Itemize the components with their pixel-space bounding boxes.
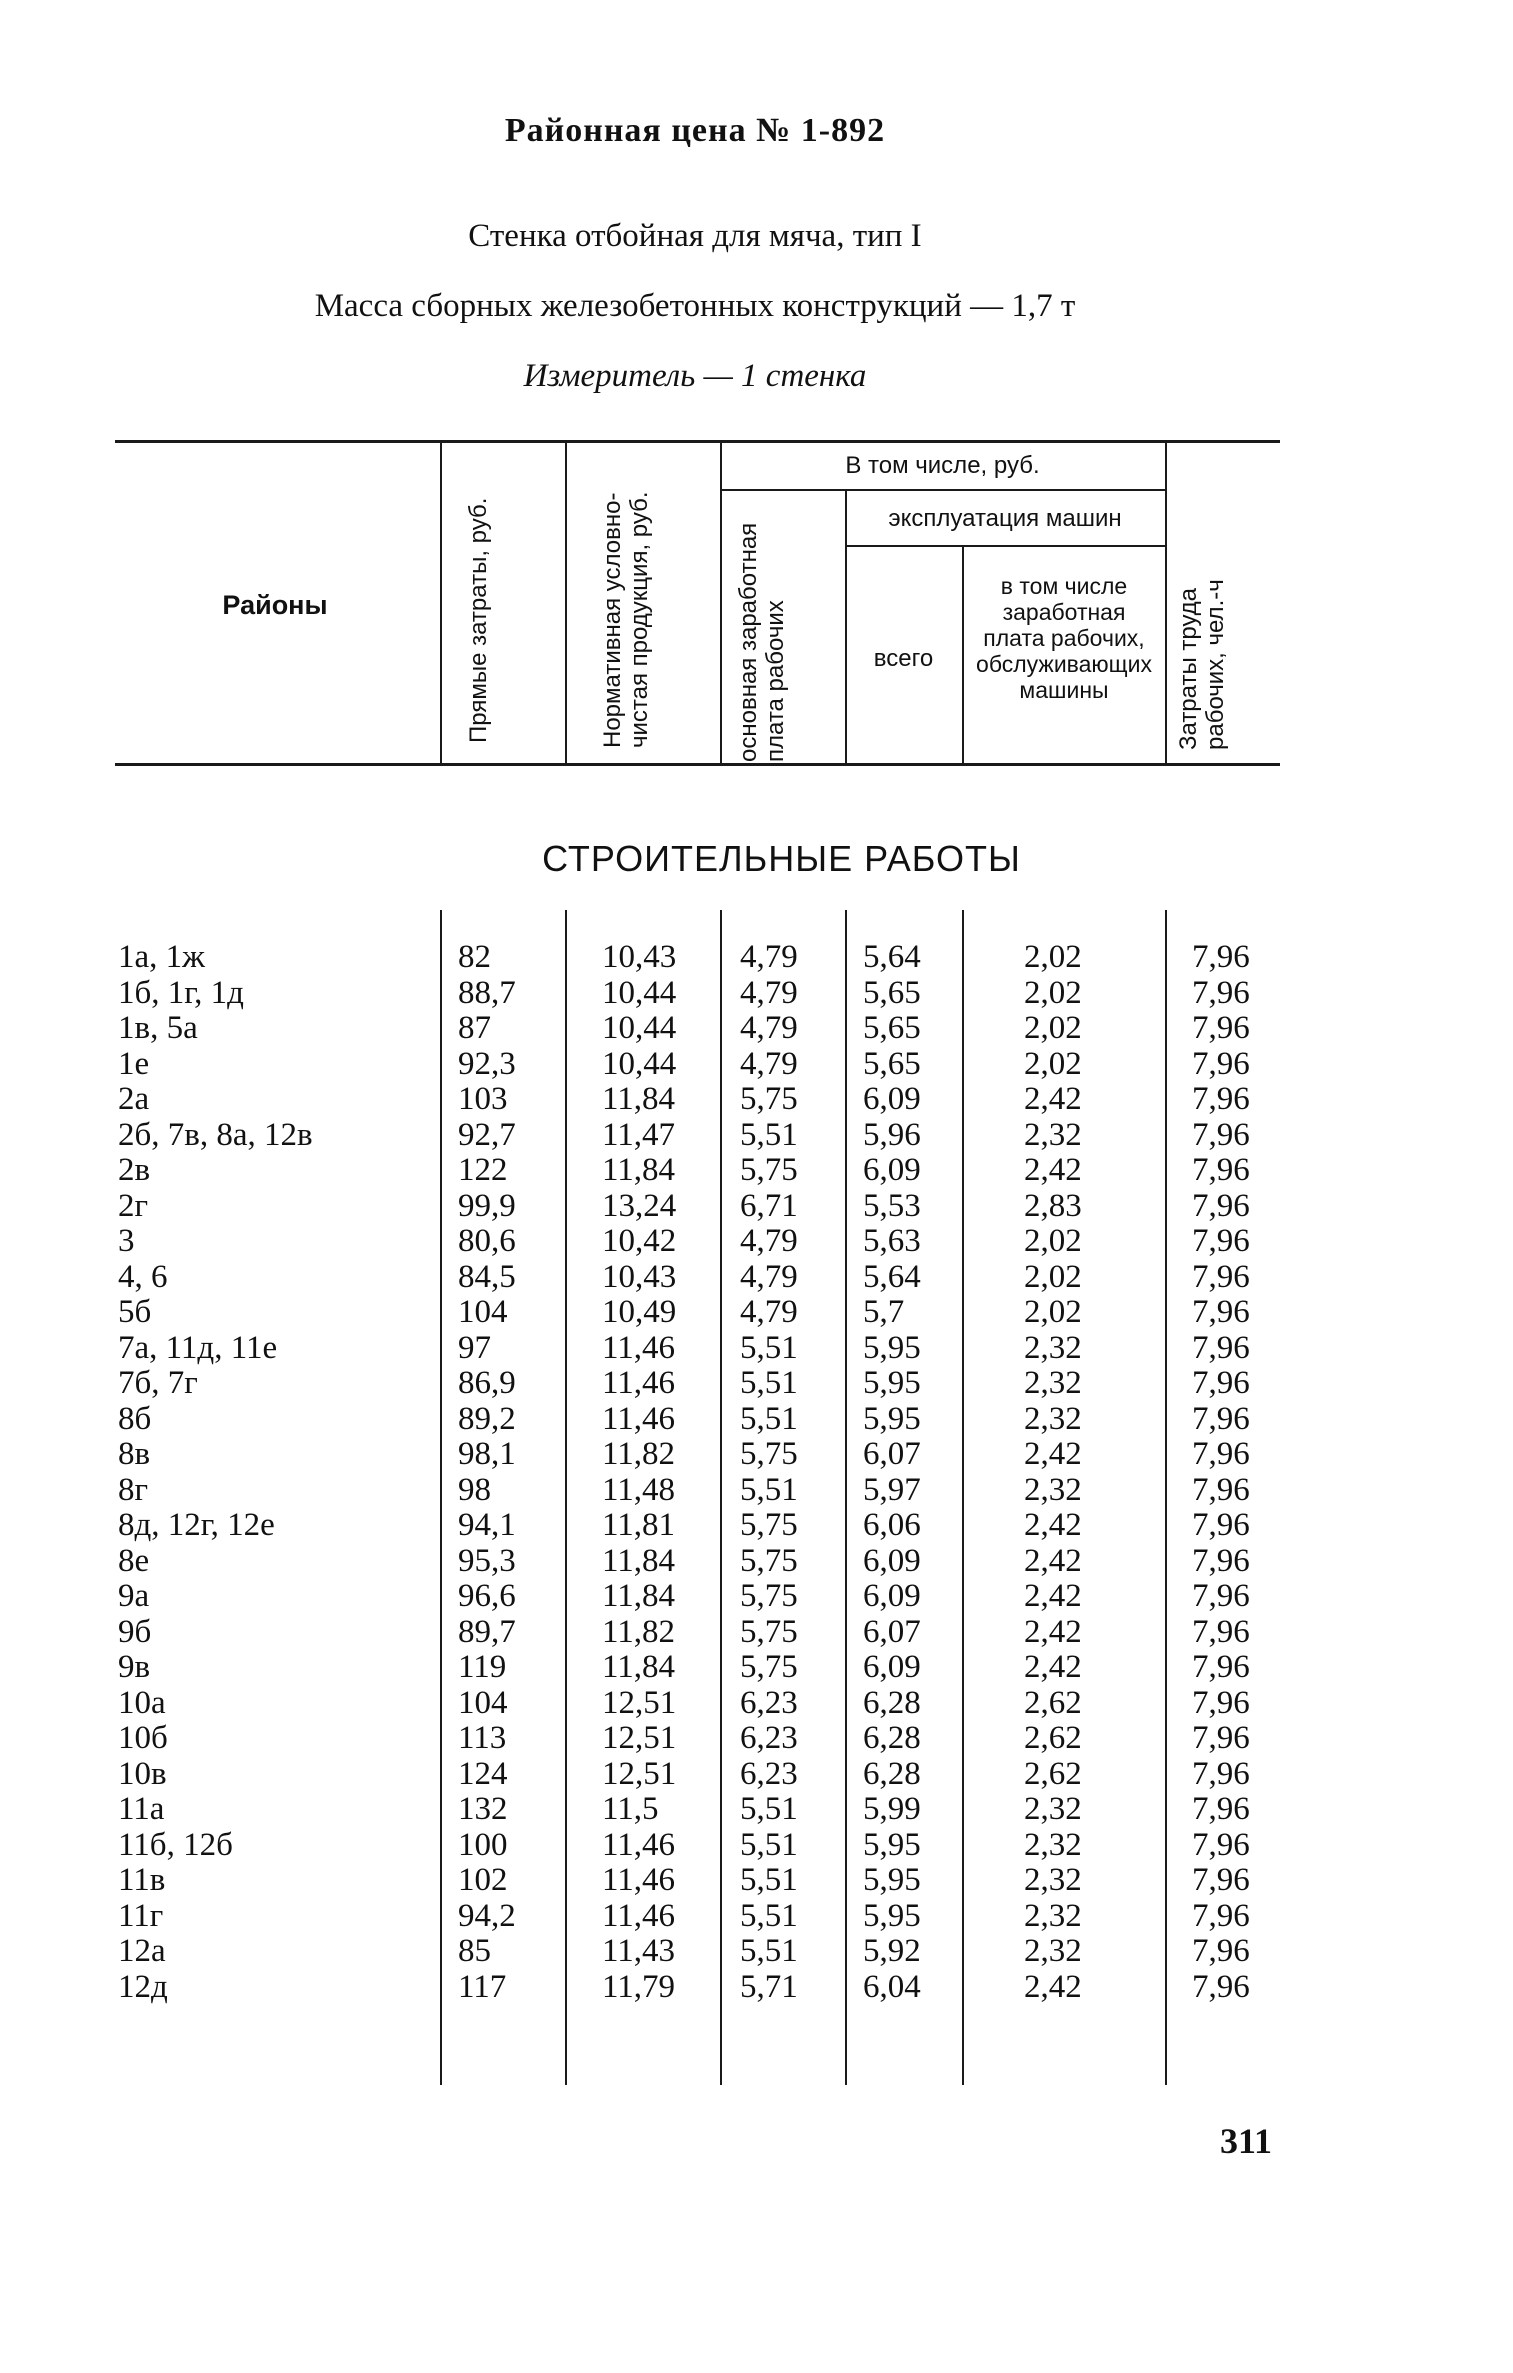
cell-machines-total: 5,63 xyxy=(863,1223,921,1259)
column-header-machines: эксплуатация машин xyxy=(888,505,1122,532)
cell-base-wage: 4,79 xyxy=(740,1045,798,1082)
cell-machines-incl: 2,02 xyxy=(1024,974,1082,1011)
cell-labor: 7,96 xyxy=(1192,1329,1250,1366)
cell-normative: 10,49 xyxy=(602,1294,677,1330)
table-row xyxy=(0,1224,1513,1260)
cell-normative: 11,84 xyxy=(602,1081,676,1117)
cell-direct-costs: 92,7 xyxy=(458,1116,516,1153)
cell-region: 8е xyxy=(118,1542,150,1579)
cell-direct-costs: 98,1 xyxy=(458,1436,516,1472)
measure-line: Измеритель — 1 стенка xyxy=(523,358,867,394)
cell-machines-total: 6,07 xyxy=(863,1613,921,1650)
cell-direct-costs: 92,3 xyxy=(458,1045,516,1082)
cell-labor: 7,96 xyxy=(1192,1152,1250,1188)
cell-direct-costs: 99,9 xyxy=(458,1187,516,1224)
column-header-base-wage: основная заработная плата рабочих xyxy=(735,522,789,762)
cell-normative: 11,46 xyxy=(602,1329,676,1366)
cell-region: 11б, 12б xyxy=(118,1826,233,1863)
cell-machines-incl: 2,42 xyxy=(1024,1649,1082,1685)
cell-direct-costs: 124 xyxy=(458,1755,508,1792)
cell-machines-total: 5,65 xyxy=(863,1010,921,1046)
cell-labor: 7,96 xyxy=(1192,1010,1250,1046)
cell-labor: 7,96 xyxy=(1192,1826,1250,1863)
cell-base-wage: 6,23 xyxy=(740,1684,798,1721)
cell-base-wage: 4,79 xyxy=(740,1010,798,1046)
cell-normative: 10,44 xyxy=(602,1010,677,1046)
cell-region: 2в xyxy=(118,1152,151,1188)
cell-direct-costs: 103 xyxy=(458,1081,508,1117)
cell-machines-incl: 2,02 xyxy=(1024,1223,1082,1259)
cell-region: 1в, 5а xyxy=(118,1010,198,1046)
cell-labor: 7,96 xyxy=(1192,1862,1250,1898)
cell-normative: 11,48 xyxy=(602,1471,676,1508)
cell-machines-incl: 2,32 xyxy=(1024,1897,1082,1934)
cell-machines-total: 6,09 xyxy=(863,1152,921,1188)
cell-machines-total: 6,28 xyxy=(863,1755,921,1792)
table-row xyxy=(0,1650,1513,1686)
cell-machines-total: 6,09 xyxy=(863,1542,921,1579)
header-bottom-rule xyxy=(115,763,1280,766)
cell-machines-incl: 2,02 xyxy=(1024,1294,1082,1330)
cell-direct-costs: 104 xyxy=(458,1684,508,1721)
cell-base-wage: 5,51 xyxy=(740,1862,798,1898)
cell-machines-total: 5,95 xyxy=(863,1329,921,1366)
cell-normative: 12,51 xyxy=(602,1684,677,1721)
cell-normative: 11,84 xyxy=(602,1649,676,1685)
cell-machines-incl: 2,42 xyxy=(1024,1613,1082,1650)
cell-labor: 7,96 xyxy=(1192,1684,1250,1721)
machines-rule xyxy=(845,545,1165,547)
cell-direct-costs: 100 xyxy=(458,1826,508,1863)
cell-base-wage: 4,79 xyxy=(740,939,798,975)
cell-region: 9б xyxy=(118,1613,152,1650)
header-divider xyxy=(565,443,567,763)
cell-labor: 7,96 xyxy=(1192,1649,1250,1685)
cell-direct-costs: 132 xyxy=(458,1791,508,1827)
cell-direct-costs: 84,5 xyxy=(458,1258,516,1295)
cell-machines-total: 5,64 xyxy=(863,1258,921,1295)
cell-normative: 11,47 xyxy=(602,1116,676,1153)
cell-normative: 12,51 xyxy=(602,1755,677,1792)
table-row xyxy=(0,1437,1513,1473)
cell-base-wage: 5,51 xyxy=(740,1471,798,1508)
column-header-machines-total: всего xyxy=(873,645,934,672)
cell-normative: 11,84 xyxy=(602,1152,676,1188)
header-divider xyxy=(962,545,964,763)
cell-base-wage: 5,51 xyxy=(740,1329,798,1366)
column-header-labor: Затраты труда рабочих, чел.-ч xyxy=(1175,579,1229,750)
cell-region: 4, 6 xyxy=(118,1258,168,1295)
header-divider xyxy=(720,443,722,763)
table-row xyxy=(0,1579,1513,1615)
cell-direct-costs: 102 xyxy=(458,1862,508,1898)
group-rule xyxy=(720,489,1165,491)
cell-machines-total: 5,95 xyxy=(863,1897,921,1934)
table-row xyxy=(0,1153,1513,1189)
cell-base-wage: 5,51 xyxy=(740,1933,798,1969)
cell-machines-incl: 2,42 xyxy=(1024,1542,1082,1579)
cell-labor: 7,96 xyxy=(1192,1223,1250,1259)
cell-region: 1б, 1г, 1д xyxy=(118,974,244,1011)
cell-direct-costs: 95,3 xyxy=(458,1542,516,1579)
page-title: Районная цена № 1-892 xyxy=(504,112,886,149)
cell-machines-total: 6,28 xyxy=(863,1684,921,1721)
cell-base-wage: 6,23 xyxy=(740,1755,798,1792)
table-row xyxy=(0,1295,1513,1331)
cell-base-wage: 5,75 xyxy=(740,1507,798,1543)
cell-machines-incl: 2,62 xyxy=(1024,1755,1082,1792)
cell-machines-total: 5,99 xyxy=(863,1791,921,1827)
table-row xyxy=(0,1899,1513,1935)
cell-direct-costs: 119 xyxy=(458,1649,507,1685)
cell-base-wage: 4,79 xyxy=(740,974,798,1011)
cell-labor: 7,96 xyxy=(1192,1187,1250,1224)
cell-machines-incl: 2,62 xyxy=(1024,1720,1082,1756)
cell-machines-total: 6,09 xyxy=(863,1578,921,1614)
table-row xyxy=(0,1508,1513,1544)
cell-base-wage: 5,51 xyxy=(740,1116,798,1153)
cell-normative: 11,84 xyxy=(602,1542,676,1579)
cell-base-wage: 5,75 xyxy=(740,1578,798,1614)
cell-direct-costs: 82 xyxy=(458,939,491,975)
section-title: СТРОИТЕЛЬНЫЕ РАБОТЫ xyxy=(542,838,1021,879)
cell-labor: 7,96 xyxy=(1192,1542,1250,1579)
table-row xyxy=(0,1473,1513,1509)
cell-normative: 11,46 xyxy=(602,1400,676,1437)
header-top-rule xyxy=(115,440,1280,443)
cell-normative: 12,51 xyxy=(602,1720,677,1756)
cell-labor: 7,96 xyxy=(1192,1968,1250,2005)
cell-labor: 7,96 xyxy=(1192,1045,1250,1082)
cell-direct-costs: 87 xyxy=(458,1010,491,1046)
cell-base-wage: 5,75 xyxy=(740,1081,798,1117)
cell-region: 8д, 12г, 12е xyxy=(118,1507,275,1543)
cell-direct-costs: 85 xyxy=(458,1933,491,1969)
cell-region: 2а xyxy=(118,1081,150,1117)
cell-region: 12д xyxy=(118,1968,168,2005)
column-header-direct: Прямые затраты, руб. xyxy=(465,497,492,743)
subtitle: Стенка отбойная для мяча, тип I xyxy=(468,218,922,254)
cell-labor: 7,96 xyxy=(1192,1507,1250,1543)
cell-machines-incl: 2,32 xyxy=(1024,1933,1082,1969)
cell-region: 1а, 1ж xyxy=(118,939,205,975)
cell-normative: 11,84 xyxy=(602,1578,676,1614)
cell-normative: 11,79 xyxy=(602,1968,676,2005)
table-row xyxy=(0,1260,1513,1296)
cell-machines-incl: 2,32 xyxy=(1024,1365,1082,1401)
cell-base-wage: 5,75 xyxy=(740,1152,798,1188)
cell-normative: 10,44 xyxy=(602,1045,677,1082)
column-header-group: В том числе, руб. xyxy=(845,452,1040,479)
table-row xyxy=(0,1757,1513,1793)
cell-machines-incl: 2,32 xyxy=(1024,1116,1082,1153)
cell-labor: 7,96 xyxy=(1192,1116,1250,1153)
table-row xyxy=(0,1863,1513,1899)
cell-labor: 7,96 xyxy=(1192,974,1250,1011)
column-header-normative: Нормативная условно-чистая продукция, руб. xyxy=(599,491,653,748)
cell-normative: 11,43 xyxy=(602,1933,676,1969)
cell-machines-total: 5,95 xyxy=(863,1826,921,1863)
cell-machines-incl: 2,32 xyxy=(1024,1862,1082,1898)
cell-labor: 7,96 xyxy=(1192,939,1250,975)
table-row xyxy=(0,1721,1513,1757)
cell-region: 8в xyxy=(118,1436,151,1472)
cell-direct-costs: 97 xyxy=(458,1329,491,1366)
table-row xyxy=(0,1047,1513,1083)
cell-machines-incl: 2,32 xyxy=(1024,1329,1082,1366)
cell-machines-incl: 2,62 xyxy=(1024,1684,1082,1721)
cell-labor: 7,96 xyxy=(1192,1471,1250,1508)
cell-machines-incl: 2,32 xyxy=(1024,1791,1082,1827)
cell-base-wage: 4,79 xyxy=(740,1258,798,1295)
cell-labor: 7,96 xyxy=(1192,1258,1250,1295)
table-row xyxy=(0,1082,1513,1118)
cell-machines-total: 6,09 xyxy=(863,1649,921,1685)
page-number: 311 xyxy=(1220,2121,1273,2161)
table-row xyxy=(0,1331,1513,1367)
cell-base-wage: 5,51 xyxy=(740,1791,798,1827)
cell-machines-total: 6,07 xyxy=(863,1436,921,1472)
cell-machines-incl: 2,32 xyxy=(1024,1471,1082,1508)
mass-line: Масса сборных железобетонных конструкций — 1,7 т xyxy=(314,288,1076,324)
cell-region: 10б xyxy=(118,1720,168,1756)
column-header-regions: Районы xyxy=(222,590,328,620)
cell-region: 10а xyxy=(118,1684,166,1721)
cell-labor: 7,96 xyxy=(1192,1578,1250,1614)
cell-machines-incl: 2,02 xyxy=(1024,939,1082,975)
cell-direct-costs: 113 xyxy=(458,1720,507,1756)
cell-machines-incl: 2,02 xyxy=(1024,1045,1082,1082)
cell-machines-total: 5,64 xyxy=(863,939,921,975)
cell-region: 11в xyxy=(118,1862,166,1898)
header-divider xyxy=(440,443,442,763)
cell-region: 9в xyxy=(118,1649,151,1685)
table-row xyxy=(0,940,1513,976)
cell-labor: 7,96 xyxy=(1192,1400,1250,1437)
cell-normative: 11,46 xyxy=(602,1365,676,1401)
table-row xyxy=(0,1189,1513,1225)
cell-normative: 10,43 xyxy=(602,939,677,975)
table-row xyxy=(0,1118,1513,1154)
cell-region: 7б, 7г xyxy=(118,1365,198,1401)
cell-machines-total: 5,95 xyxy=(863,1862,921,1898)
cell-base-wage: 4,79 xyxy=(740,1223,798,1259)
table-row xyxy=(0,1686,1513,1722)
cell-normative: 11,82 xyxy=(602,1613,676,1650)
cell-normative: 10,42 xyxy=(602,1223,677,1259)
cell-machines-total: 5,7 xyxy=(863,1294,905,1330)
cell-region: 9а xyxy=(118,1578,150,1614)
cell-normative: 10,44 xyxy=(602,974,677,1011)
cell-region: 7а, 11д, 11е xyxy=(118,1329,278,1366)
cell-machines-total: 5,92 xyxy=(863,1933,921,1969)
cell-machines-total: 5,95 xyxy=(863,1400,921,1437)
table-row xyxy=(0,1970,1513,2006)
cell-base-wage: 5,51 xyxy=(740,1897,798,1934)
cell-region: 1е xyxy=(118,1045,150,1082)
cell-base-wage: 5,71 xyxy=(740,1968,798,2005)
cell-labor: 7,96 xyxy=(1192,1897,1250,1934)
cell-region: 2г xyxy=(118,1187,149,1224)
cell-direct-costs: 89,7 xyxy=(458,1613,516,1650)
cell-labor: 7,96 xyxy=(1192,1365,1250,1401)
cell-base-wage: 6,23 xyxy=(740,1720,798,1756)
cell-machines-total: 5,65 xyxy=(863,1045,921,1082)
cell-region: 11г xyxy=(118,1897,164,1934)
table-row xyxy=(0,1934,1513,1970)
cell-machines-incl: 2,42 xyxy=(1024,1436,1082,1472)
cell-machines-incl: 2,02 xyxy=(1024,1258,1082,1295)
cell-region: 5б xyxy=(118,1294,152,1330)
cell-direct-costs: 86,9 xyxy=(458,1365,516,1401)
cell-labor: 7,96 xyxy=(1192,1720,1250,1756)
cell-machines-total: 5,53 xyxy=(863,1187,921,1224)
table-row xyxy=(0,1366,1513,1402)
cell-region: 10в xyxy=(118,1755,167,1792)
cell-region: 11а xyxy=(118,1791,165,1827)
cell-machines-total: 6,04 xyxy=(863,1968,921,2005)
cell-machines-total: 5,65 xyxy=(863,974,921,1011)
cell-machines-total: 6,09 xyxy=(863,1081,921,1117)
cell-base-wage: 5,75 xyxy=(740,1649,798,1685)
cell-region: 12а xyxy=(118,1933,166,1969)
cell-normative: 10,43 xyxy=(602,1258,677,1295)
table-row xyxy=(0,1615,1513,1651)
cell-machines-incl: 2,32 xyxy=(1024,1400,1082,1437)
cell-direct-costs: 89,2 xyxy=(458,1400,516,1437)
cell-machines-incl: 2,42 xyxy=(1024,1968,1082,2005)
cell-base-wage: 5,51 xyxy=(740,1826,798,1863)
cell-direct-costs: 96,6 xyxy=(458,1578,516,1614)
cell-labor: 7,96 xyxy=(1192,1613,1250,1650)
cell-direct-costs: 104 xyxy=(458,1294,508,1330)
header-divider xyxy=(1165,443,1167,763)
cell-direct-costs: 122 xyxy=(458,1152,508,1188)
cell-direct-costs: 94,2 xyxy=(458,1897,516,1934)
cell-direct-costs: 98 xyxy=(458,1471,491,1508)
cell-machines-incl: 2,42 xyxy=(1024,1152,1082,1188)
cell-machines-total: 6,28 xyxy=(863,1720,921,1756)
cell-machines-incl: 2,42 xyxy=(1024,1081,1082,1117)
cell-base-wage: 5,51 xyxy=(740,1365,798,1401)
cell-base-wage: 5,51 xyxy=(740,1400,798,1437)
table-row xyxy=(0,976,1513,1012)
cell-labor: 7,96 xyxy=(1192,1081,1250,1117)
cell-machines-incl: 2,83 xyxy=(1024,1187,1082,1224)
cell-direct-costs: 94,1 xyxy=(458,1507,516,1543)
table-row xyxy=(0,1402,1513,1438)
cell-region: 3 xyxy=(118,1223,135,1259)
table-row xyxy=(0,1792,1513,1828)
cell-machines-incl: 2,42 xyxy=(1024,1507,1082,1543)
cell-normative: 13,24 xyxy=(602,1187,677,1224)
cell-machines-total: 5,95 xyxy=(863,1365,921,1401)
cell-normative: 11,46 xyxy=(602,1862,676,1898)
cell-labor: 7,96 xyxy=(1192,1294,1250,1330)
cell-normative: 11,82 xyxy=(602,1436,676,1472)
cell-machines-total: 5,97 xyxy=(863,1471,921,1508)
cell-machines-incl: 2,32 xyxy=(1024,1826,1082,1863)
cell-direct-costs: 88,7 xyxy=(458,974,516,1011)
cell-normative: 11,46 xyxy=(602,1826,676,1863)
cell-machines-incl: 2,42 xyxy=(1024,1578,1082,1614)
table-body xyxy=(0,940,1513,2005)
table-row xyxy=(0,1544,1513,1580)
cell-base-wage: 5,75 xyxy=(740,1542,798,1579)
column-header-machines-incl: в том числе заработная плата рабочих, обслуживающих машины xyxy=(976,573,1152,703)
cell-region: 8г xyxy=(118,1471,149,1508)
cell-normative: 11,5 xyxy=(602,1791,659,1827)
cell-direct-costs: 117 xyxy=(458,1968,507,2005)
cell-machines-total: 5,96 xyxy=(863,1116,921,1153)
cell-region: 2б, 7в, 8а, 12в xyxy=(118,1116,313,1153)
cell-machines-total: 6,06 xyxy=(863,1507,921,1543)
cell-machines-incl: 2,02 xyxy=(1024,1010,1082,1046)
cell-base-wage: 6,71 xyxy=(740,1187,798,1224)
cell-normative: 11,46 xyxy=(602,1897,676,1934)
cell-labor: 7,96 xyxy=(1192,1436,1250,1472)
cell-base-wage: 4,79 xyxy=(740,1294,798,1330)
cell-labor: 7,96 xyxy=(1192,1933,1250,1969)
cell-labor: 7,96 xyxy=(1192,1791,1250,1827)
cell-direct-costs: 80,6 xyxy=(458,1223,516,1259)
cell-labor: 7,96 xyxy=(1192,1755,1250,1792)
cell-region: 8б xyxy=(118,1400,152,1437)
cell-base-wage: 5,75 xyxy=(740,1436,798,1472)
cell-normative: 11,81 xyxy=(602,1507,676,1543)
table-row xyxy=(0,1011,1513,1047)
table-row xyxy=(0,1828,1513,1864)
cell-base-wage: 5,75 xyxy=(740,1613,798,1650)
